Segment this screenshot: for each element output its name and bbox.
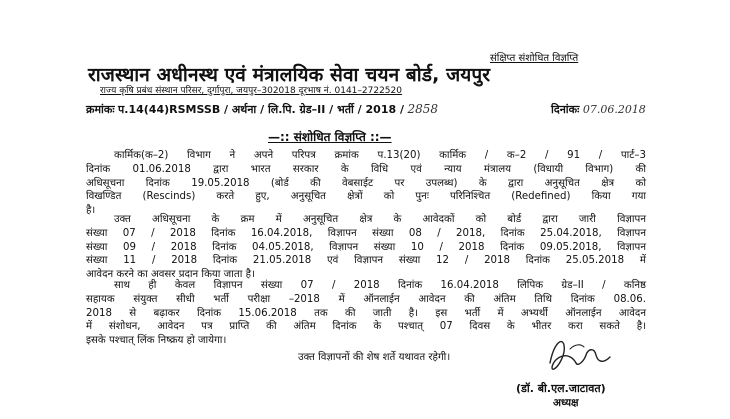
board-title: राजस्थान अधीनस्थ एवं मंत्रालयिक सेवा चयन बोर्ड, जयपुर (88, 64, 491, 86)
paragraph-line: उक्त अधिसूचना के क्रम में अनुसूचित क्षेत्र के आवेदकों को बोर्ड द्वारा जारी विज्ञापन (114, 214, 646, 225)
handwritten-date: 07.06.2018 (582, 103, 646, 116)
reference-line (86, 102, 438, 117)
paragraph-line: 2018 से बढ़ाकर दिनांक 15.06.2018 तक की जाती है। इस भर्ती में अभ्यर्थी ऑनलाईन आवेदन (86, 307, 646, 319)
reference-label: क्रमांकः (86, 103, 115, 116)
paragraph-line: सहायक संयुक्त सीधी भर्ती परीक्षा –2018 में ऑनलाईन आवेदन की अंतिम तिथि दिनांक 08.06. (86, 293, 646, 305)
reference-number: प.14(44)RSMSSB / अर्थना / लि.पि. ग्रेड–II / भर्ती / 2018 / (118, 103, 404, 116)
closing-line: उक्त विज्ञापनों की शेष शर्ते यथावत रहेगी। (298, 352, 451, 363)
paragraph-line: में संशोधन, आवेदन पत्र प्राप्ति की अंतिम दिनांक के पश्चात् 07 दिवस के भीतर करा सकते है। (86, 321, 646, 333)
paragraph-line: साथ ही केवल विज्ञापन संख्या 07 / 2018 दिनांक 16.04.2018 लिपिक ग्रेड–II / कनिष्ठ (114, 280, 646, 291)
paragraph-line: संख्या 07 / 2018 दिनांक 16.04.2018, विज्ञापन संख्या 08 / 2018, दिनांक 25.04.2018, विज्ञापन (86, 227, 646, 239)
signatory-title: अध्यक्ष (553, 397, 579, 409)
date-label: दिनांकः (551, 103, 580, 116)
paragraph-line: आवेदन करने का अवसर प्रदान किया जाता है। (86, 269, 255, 281)
paragraph-line: संख्या 11 / 2018 दिनांक 21.05.2018 एवं विज्ञापन संख्या 12 / 2018 दिनांक 25.05.2018 में (86, 255, 646, 267)
notice-heading: —:: संशोधित विज्ञप्ति ::— (268, 130, 392, 144)
signatory-name: (डॉ. बी.एल.जाटावत) (516, 382, 606, 395)
signature-image (540, 333, 620, 377)
top-right-tag: संक्षिप्त संशोधित विज्ञप्ति (490, 53, 579, 64)
board-address: राज्य कृषि प्रबंध संस्थान परिसर, दुर्गापुरा, जयपुर–302018 दूरभाष नं. 0141–2722520 (100, 86, 402, 96)
paragraph-line: कार्मिक(क–2) विभाग ने अपने परिपत्र क्रमांक प.13(20) कार्मिक / क–2 / 91 / पार्ट–3 (114, 150, 646, 161)
paragraph-line: विखण्डित (Rescinds) करते हुए, अनुसूचित क्षेत्रों को पुनः परिनिश्चित (Redefined) किया गया (86, 191, 646, 203)
paragraph-line: दिनांक 01.06.2018 द्वारा भारत सरकार के विधि एवं न्याय मंत्रालय (विधायी विभाग) की (86, 163, 646, 175)
date-line (551, 102, 646, 117)
handwritten-reference-number: 2858 (407, 102, 439, 116)
paragraph-line: है। (86, 205, 96, 217)
paragraph-advertisements (86, 213, 646, 282)
paragraph-rescinded-areas (86, 149, 646, 218)
paragraph-line: अधिसूचना दिनांक 19.05.2018 (बोर्ड की वेबसाईट पर उपलब्ध) के द्वारा अनुसूचित क्षेत्र को (86, 177, 646, 189)
paragraph-line: इसके पश्चात् लिंक निष्क्रय हो जायेगा। (86, 335, 227, 347)
paragraph-line: संख्या 09 / 2018 दिनांक 04.05.2018, विज्ञापन संख्या 10 / 2018 दिनांक 09.05.2018, विज्ञापन (86, 241, 646, 253)
